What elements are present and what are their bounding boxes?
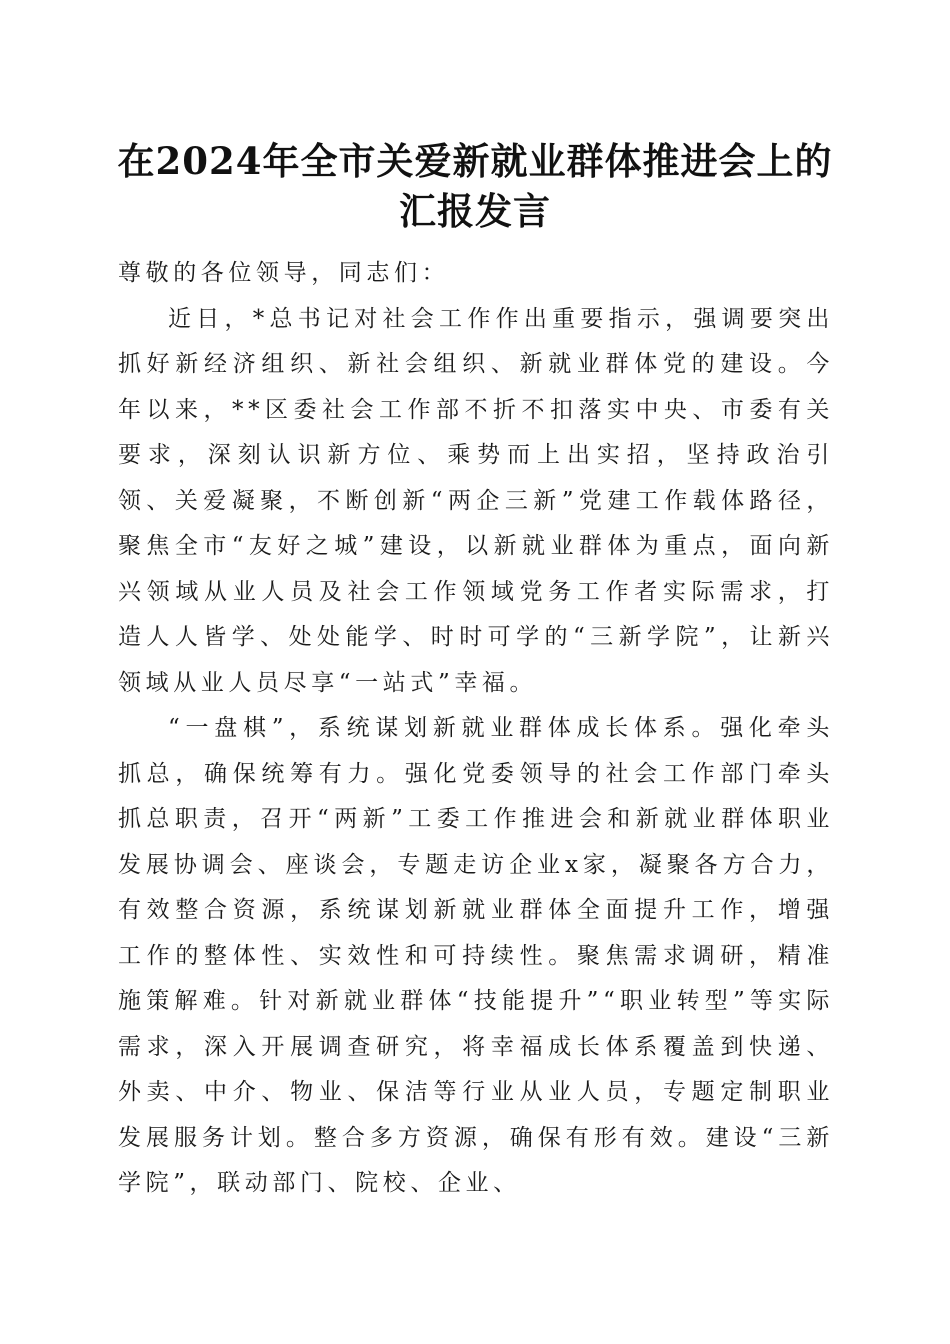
- paragraph-growth-system: “一盘棋”，系统谋划新就业群体成长体系。强化牵头抓总，确保统筹有力。强化党委领导的社会工作部门牵头抓总职责，召开“两新”工委工作推进会和新就业群体职业发展协调会、座谈会，专题走访企业x家，凝聚各方合力，有效整合资源，系统谋划新就业群体全面提升工作，增强工作的整体性、实效性和可持续性。聚焦需求调研，精准施策解难。针对新就业群体“技能提升”“职业转型”等实际需求，深入开展调查研究，将幸福成长体系覆盖到快递、外卖、中介、物业、保洁等行业从业人员，专题定制职业发展服务计划。整合多方资源，确保有形有效。建设“三新学院”，联动部门、院校、企业、: [118, 715, 834, 1196]
- salutation: 尊敬的各位领导，同志们：: [118, 260, 450, 286]
- document-body: [118, 251, 834, 1207]
- document-title: 在2024年全市关爱新就业群体推进会上的汇报发言: [117, 139, 833, 233]
- paragraph-intro: 近日，*总书记对社会工作作出重要指示，强调要突出抓好新经济组织、新社会组织、新就业群体党的建设。今年以来，**区委社会工作部不折不扣落实中央、市委有关要求，深刻认识新方位、乘势而上出实招，坚持政治引领、关爱凝聚，不断创新“两企三新”党建工作载体路径，聚焦全市“友好之城”建设，以新就业群体为重点，面向新兴领域从业人员及社会工作领域党务工作者实际需求，打造人人皆学、处处能学、时时可学的“三新学院”，让新兴领域从业人员尽享“一站式”幸福。: [118, 305, 834, 696]
